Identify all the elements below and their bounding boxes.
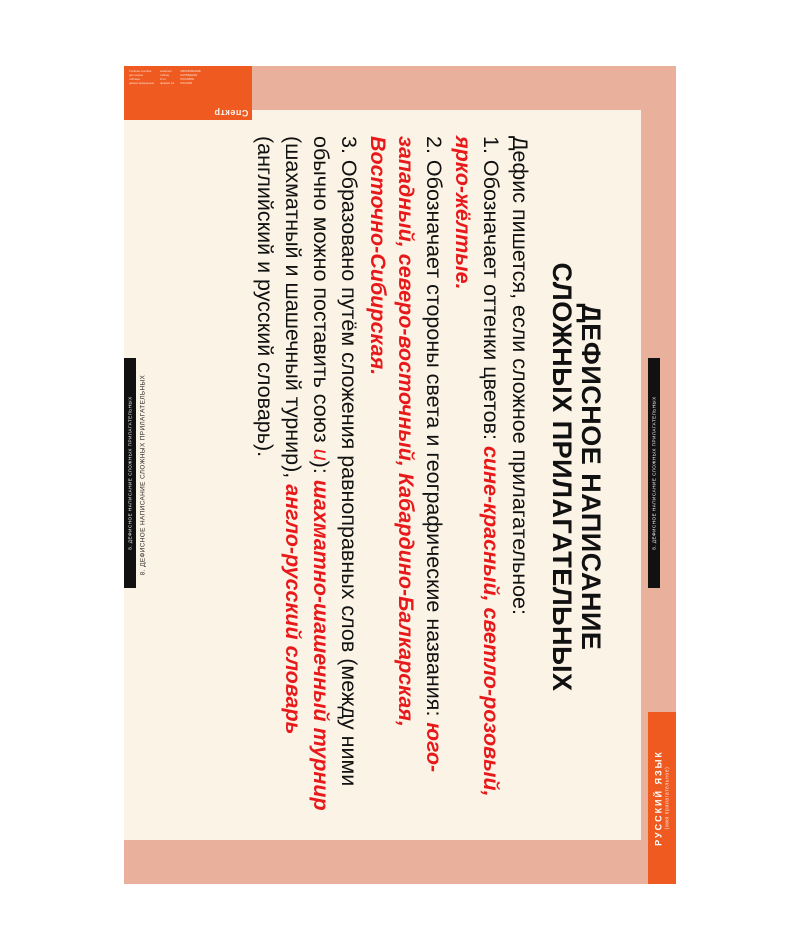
microtext-line: демонстрационные [129, 82, 155, 85]
subject-title: РУССКИЙ ЯЗЫК [653, 750, 664, 846]
poster-content [160, 110, 641, 840]
rule-3-middle: (шахматный и шашечный турнир), [281, 136, 306, 485]
microtext-line: формат А1 [160, 82, 175, 85]
rule-2-number: 2. [421, 136, 446, 154]
rule-3-examples-2: англо-русский словарь [281, 484, 306, 735]
microtext-line: таблицы [129, 78, 140, 81]
poster-body [250, 136, 532, 818]
microtext-column-1 [129, 70, 154, 116]
rule-1-number: 1. [478, 136, 503, 154]
page-title-line-1: ДЕФИСНОЕ НАПИСАНИЕ [576, 303, 606, 651]
microtext-line: для школы [129, 74, 144, 77]
rule-item-1 [448, 136, 504, 818]
rule-3-examples: шахматно-шашечный турнир [309, 479, 334, 811]
microtext-line: НАГЛЯДНОЕ [180, 74, 198, 77]
microtext-line: 8 шт. [160, 78, 167, 81]
intro-text: Дефис пишется, если сложное прилагательное: [507, 136, 532, 615]
rule-3-conjunction: и [309, 448, 334, 461]
running-head [126, 330, 160, 620]
rule-1-lead: Обозначает оттенки цветов: [478, 159, 503, 446]
microtext-line: Учебное пособие [129, 70, 152, 73]
microtext-line: РОССИЯ [180, 82, 193, 85]
microtext-line: таблиц [160, 74, 170, 77]
page-title-line-2: СЛОЖНЫХ ПРИЛАГАТЕЛЬНЫХ [546, 262, 577, 692]
rule-3-lead2: ): [309, 460, 334, 480]
rule-item-3 [250, 136, 362, 818]
rule-2-lead: Обозначает стороны света и географические названия: [421, 159, 446, 723]
subject-tag [648, 712, 676, 884]
rule-3-lead: Образовано путём сложения равноправных слов (между ними обычно можно поставить союз [309, 136, 362, 787]
rule-2-examples: юго-западный, северо-восточный, Кабардино-Балкарская, Восточно-Сибирская. [366, 136, 446, 773]
page-title [547, 136, 605, 818]
rule-1-examples: сине-красный, светло-розовый, ярко-жёлтые. [450, 136, 503, 797]
publisher-logo: Спектр [213, 108, 248, 118]
running-head-label: 8. ДЕФИСНОЕ НАПИСАНИЕ СЛОЖНЫХ ПРИЛАГАТЕЛЬНЫХ [139, 374, 147, 576]
rule-3-number: 3. [337, 136, 362, 154]
microtext-line: комплект [160, 70, 173, 73]
subject-tag-text [654, 750, 671, 846]
rule-item-2 [363, 136, 447, 818]
spine-right-label: 8. ДЕФИСНОЕ НАПИСАНИЕ СЛОЖНЫХ ПРИЛАГАТЕЛЬНЫХ [651, 396, 657, 550]
subject-subtitle: (имя прилагательное) [664, 766, 671, 830]
spine-left-label: 8. ДЕФИСНОЕ НАПИСАНИЕ СЛОЖНЫХ ПРИЛАГАТЕЛЬНЫХ [127, 396, 133, 550]
spine-strip-right [648, 358, 660, 588]
microtext-line: ОБРАЗОВАНИЕ [180, 70, 201, 73]
microtext-line: ПОСОБИЕ [180, 78, 195, 81]
rule-3-tail: (английский и русский словарь). [253, 136, 278, 458]
